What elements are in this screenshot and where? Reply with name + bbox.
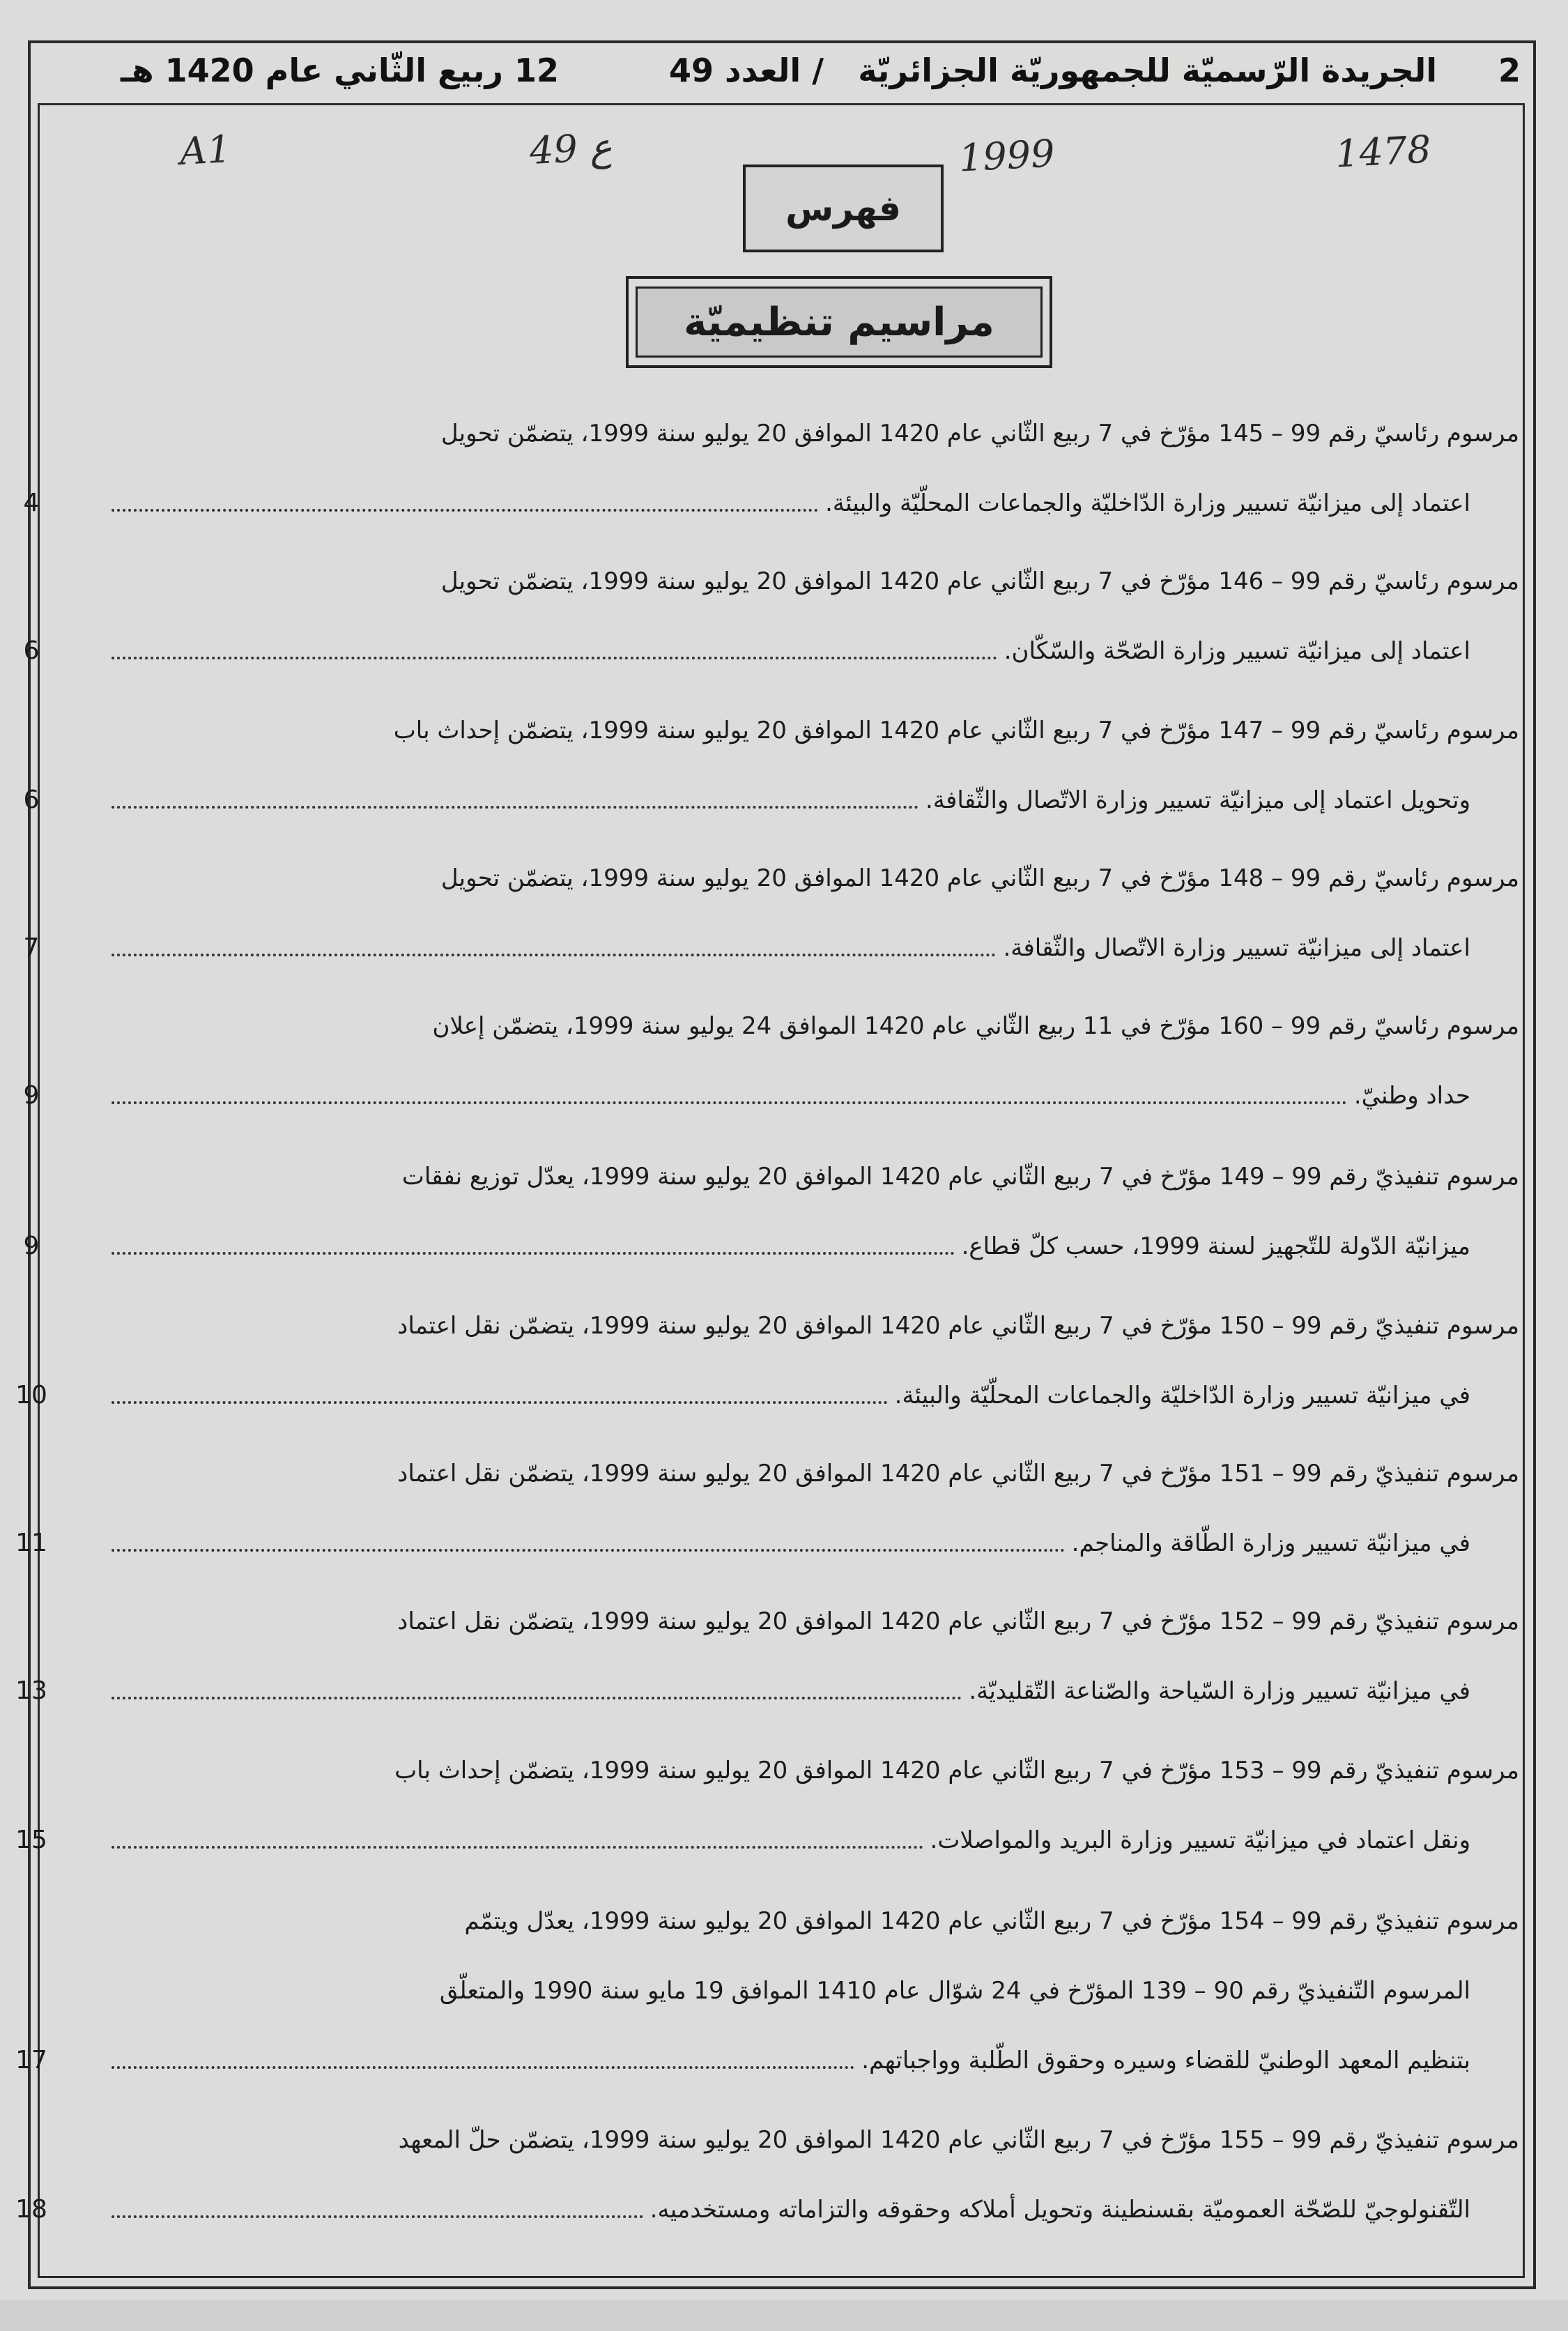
handwritten-issue-mark: 49 ع	[528, 124, 613, 174]
handwritten-ref-mark: 1478	[1334, 127, 1432, 176]
toc-entry-line: مرسوم تنفيذيّ رقم 99 – 151 مؤرّخ في 7 ربيع الثّاني عام 1420 الموافق 20 يوليو سنة 1999، يتضمّن نقل اعتماد	[397, 1460, 1519, 1488]
toc-page-number: 4	[23, 489, 40, 517]
header-date: 12 ربيع الثّاني عام 1420 هـ	[120, 52, 559, 89]
dot-leader	[112, 1387, 888, 1404]
dot-leader	[112, 495, 818, 512]
section-title-box	[626, 276, 1052, 368]
toc-entry-last-line	[105, 1656, 1519, 1726]
toc-page-number: 6	[23, 636, 40, 665]
handwritten-mark-a1: A1	[178, 127, 232, 174]
toc-entry-last-line	[105, 1805, 1519, 1875]
toc-entry-line: مرسوم رئاسيّ رقم 99 – 145 مؤرّخ في 7 ربيع الثّاني عام 1420 الموافق 20 يوليو سنة 1999، يتضمّن تحويل	[440, 420, 1519, 448]
dot-leader	[112, 1683, 962, 1699]
toc-page-number: 11	[15, 1529, 47, 1557]
dot-leader	[112, 2201, 643, 2218]
toc-entry	[23, 696, 1519, 835]
toc-entry-line: ميزانيّة الدّولة للتّجهيز لسنة 1999، حسب كلّ قطاع.	[961, 1232, 1470, 1260]
toc-page-number: 18	[15, 2195, 47, 2224]
toc-page-number: 15	[15, 1826, 47, 1854]
toc-entry-line: مرسوم رئاسيّ رقم 99 – 160 مؤرّخ في 11 ربيع الثّاني عام 1420 الموافق 24 يوليو سنة 1999، يتضمّن إعلان	[432, 1012, 1519, 1040]
toc-page-number: 17	[15, 2046, 47, 2074]
toc-entry	[23, 547, 1519, 686]
toc-entry	[15, 1291, 1519, 1430]
toc-entry-line: مرسوم رئاسيّ رقم 99 – 147 مؤرّخ في 7 ربيع الثّاني عام 1420 الموافق 20 يوليو سنة 1999، يتضمّن إحداث باب	[393, 717, 1519, 744]
header-journal-title: الجريدة الرّسميّة للجمهوريّة الجزائريّة	[858, 52, 1437, 89]
toc-entry-last-line	[105, 913, 1519, 983]
toc-entry-last-line	[105, 1061, 1519, 1131]
dot-leader	[112, 1087, 1347, 1104]
toc-page-number: 10	[15, 1381, 47, 1409]
dot-leader	[112, 643, 997, 659]
toc-entry-line: وتحويل اعتماد إلى ميزانيّة تسيير وزارة الاتّصال والثّقافة.	[925, 786, 1470, 814]
toc-page-number: 9	[23, 1232, 40, 1260]
toc-page-number: 13	[15, 1676, 47, 1705]
toc-entry-line: مرسوم تنفيذيّ رقم 99 – 150 مؤرّخ في 7 ربيع الثّاني عام 1420 الموافق 20 يوليو سنة 1999، يتضمّن نقل اعتماد	[397, 1312, 1519, 1340]
toc-entry-line: بتنظيم المعهد الوطنيّ للقضاء وسيره وحقوق الطّلبة وواجباتهم.	[861, 2047, 1470, 2074]
bottom-margin	[0, 2300, 1568, 2331]
toc-entry-line: مرسوم تنفيذيّ رقم 99 – 149 مؤرّخ في 7 ربيع الثّاني عام 1420 الموافق 20 يوليو سنة 1999، يعدّل توزيع نفقات	[401, 1163, 1519, 1191]
toc-entry-line: حداد وطنيّ.	[1353, 1082, 1470, 1110]
toc-entry-line: في ميزانيّة تسيير وزارة السّياحة والصّناعة التّقليديّة.	[969, 1677, 1470, 1705]
toc-entry-last-line	[105, 2026, 1519, 2095]
toc-page-number: 7	[23, 933, 40, 962]
toc-entry-last-line	[105, 1508, 1519, 1578]
toc-entry-line: مرسوم تنفيذيّ رقم 99 – 152 مؤرّخ في 7 ربيع الثّاني عام 1420 الموافق 20 يوليو سنة 1999، يتضمّن نقل اعتماد	[397, 1607, 1519, 1635]
toc-entry-line: اعتماد إلى ميزانيّة تسيير وزارة الصّحّة والسّكّان.	[1004, 637, 1470, 665]
toc-entry-last-line	[105, 468, 1519, 538]
dot-leader	[112, 2052, 854, 2069]
toc-page-number: 6	[23, 786, 40, 814]
toc-entry	[15, 1736, 1519, 1875]
handwritten-year-mark: 1999	[958, 131, 1056, 181]
toc-entry	[15, 2105, 1519, 2245]
toc-entry-last-line	[105, 1361, 1519, 1430]
toc-entry-line: في ميزانيّة تسيير وزارة الدّاخليّة والجماعات المحلّيّة والبيئة.	[894, 1382, 1470, 1409]
header-issue-number: / العدد 49	[668, 52, 824, 89]
toc-entry	[23, 399, 1519, 538]
toc-entry-last-line	[105, 765, 1519, 835]
toc-entry-line: التّقنولوجيّ للصّحّة العموميّة بقسنطينة وتحويل أملاكه وحقوقه والتزاماته ومستخدميه.	[650, 2196, 1470, 2224]
toc-entry-last-line	[105, 616, 1519, 686]
toc-entry	[15, 1439, 1519, 1578]
toc-entry	[23, 991, 1519, 1131]
toc-entry	[15, 1886, 1519, 2095]
toc-entry	[15, 1587, 1519, 1726]
toc-entries	[15, 390, 1519, 2245]
toc-entry	[23, 843, 1519, 983]
toc-entry-line: مرسوم رئاسيّ رقم 99 – 146 مؤرّخ في 7 ربيع الثّاني عام 1420 الموافق 20 يوليو سنة 1999، يتضمّن تحويل	[440, 567, 1519, 595]
toc-entry-line: في ميزانيّة تسيير وزارة الطّاقة والمناجم.	[1071, 1529, 1470, 1557]
toc-entry-last-line	[105, 2175, 1519, 2245]
toc-entry-line: ونقل اعتماد في ميزانيّة تسيير وزارة البريد والمواصلات.	[930, 1826, 1470, 1854]
toc-entry	[23, 1142, 1519, 1281]
section-title: مراسيم تنظيميّة	[684, 299, 994, 345]
section-title-inner	[636, 286, 1043, 358]
dot-leader	[112, 792, 918, 809]
toc-entry-line: المرسوم التّنفيذيّ رقم 90 – 139 المؤرّخ في 24 شوّال عام 1410 الموافق 19 مايو سنة 1990 والمتعلّق	[439, 1977, 1470, 2005]
toc-entry-line: مرسوم تنفيذيّ رقم 99 – 153 مؤرّخ في 7 ربيع الثّاني عام 1420 الموافق 20 يوليو سنة 1999، يتضمّن إحداث باب	[394, 1757, 1519, 1784]
toc-entry-last-line	[105, 1212, 1519, 1281]
dot-leader	[112, 1832, 923, 1849]
dot-leader	[112, 1238, 955, 1255]
toc-entry-line: مرسوم تنفيذيّ رقم 99 – 154 مؤرّخ في 7 ربيع الثّاني عام 1420 الموافق 20 يوليو سنة 1999، يعدّل ويتمّم	[464, 1907, 1519, 1935]
toc-entry-line: مرسوم تنفيذيّ رقم 99 – 155 مؤرّخ في 7 ربيع الثّاني عام 1420 الموافق 20 يوليو سنة 1999، يتضمّن حلّ المعهد	[398, 2126, 1519, 2154]
index-title: فهرس	[785, 188, 901, 229]
toc-entry-line: اعتماد إلى ميزانيّة تسيير وزارة الدّاخليّة والجماعات المحلّيّة والبيئة.	[825, 489, 1470, 517]
toc-entry-line: مرسوم رئاسيّ رقم 99 – 148 مؤرّخ في 7 ربيع الثّاني عام 1420 الموافق 20 يوليو سنة 1999، يتضمّن تحويل	[440, 864, 1519, 892]
toc-page-number: 9	[23, 1081, 40, 1110]
dot-leader	[112, 1535, 1065, 1552]
toc-entry-line: اعتماد إلى ميزانيّة تسيير وزارة الاتّصال والثّقافة.	[1003, 934, 1470, 962]
index-title-box	[743, 165, 944, 252]
dot-leader	[112, 940, 996, 956]
header-page-number: 2	[1498, 52, 1521, 89]
